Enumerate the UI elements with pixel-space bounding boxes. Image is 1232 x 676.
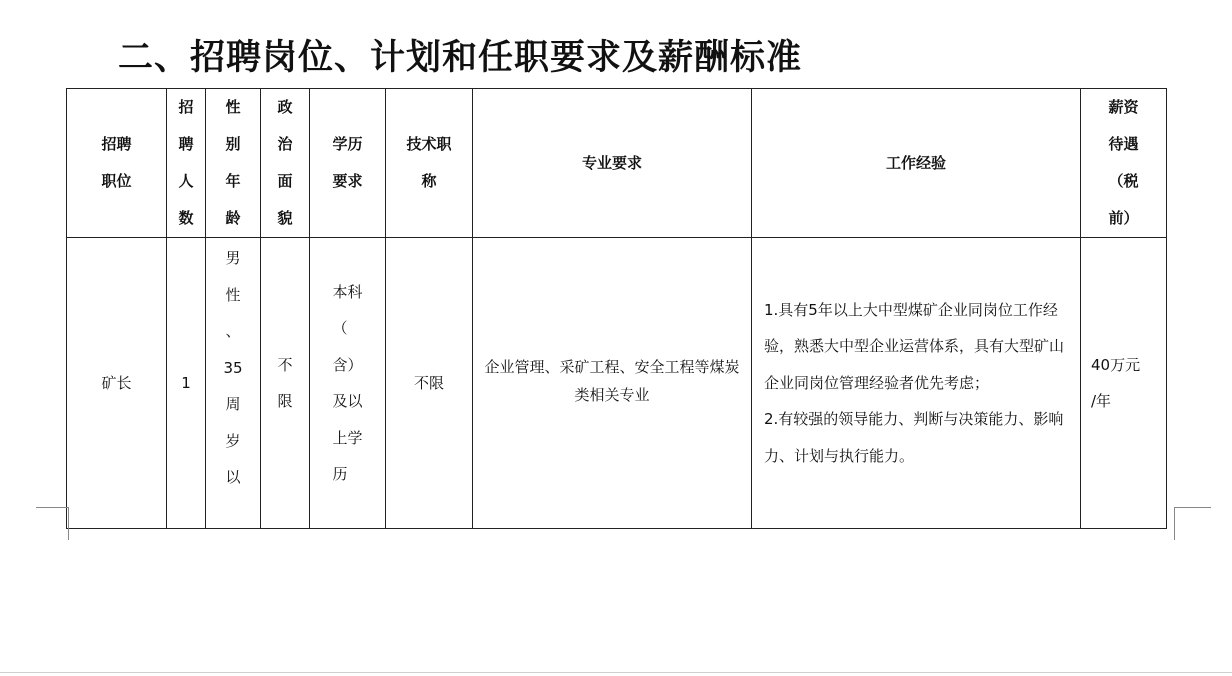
cell-position: 矿长: [67, 238, 167, 529]
page-corner-mark-left: [36, 507, 69, 540]
header-experience: 工作经验: [752, 89, 1081, 238]
table-header-row: [67, 89, 1167, 238]
header-gender-age: 性 别 年 龄: [206, 89, 261, 238]
cell-gender-age: 男 性 、 35 周 岁 以: [206, 238, 261, 529]
cell-title: 不限: [386, 238, 473, 529]
recruitment-table: [66, 88, 1167, 529]
header-political: 政 治 面 貌: [261, 89, 310, 238]
cell-experience: 1.具有5年以上大中型煤矿企业同岗位工作经验，熟悉大中型企业运营体系，具有大型矿山企业同岗位管理经验者优先考虑； 2.有较强的领导能力、判断与决策能力、影响力、计划与执行能力。: [752, 238, 1081, 529]
cell-education: 本科 （ 含） 及以 上学 历: [310, 238, 386, 529]
page-corner-mark-right: [1174, 507, 1211, 540]
cell-major: 企业管理、采矿工程、安全工程等煤炭类相关专业: [473, 238, 752, 529]
header-title: 技术职 称: [386, 89, 473, 238]
header-count: 招 聘 人 数: [167, 89, 206, 238]
cell-count: 1: [167, 238, 206, 529]
header-education: 学历 要求: [310, 89, 386, 238]
header-salary: 薪资 待遇 （税 前）: [1081, 89, 1167, 238]
table-row: [67, 238, 1167, 529]
header-major: 专业要求: [473, 89, 752, 238]
cell-salary: 40万元 /年: [1081, 238, 1167, 529]
page-bottom-divider: [0, 672, 1232, 673]
header-position: 招聘 职位: [67, 89, 167, 238]
section-heading: 二、招聘岗位、计划和任职要求及薪酬标准: [118, 38, 803, 78]
cell-political: 不 限: [261, 238, 310, 529]
